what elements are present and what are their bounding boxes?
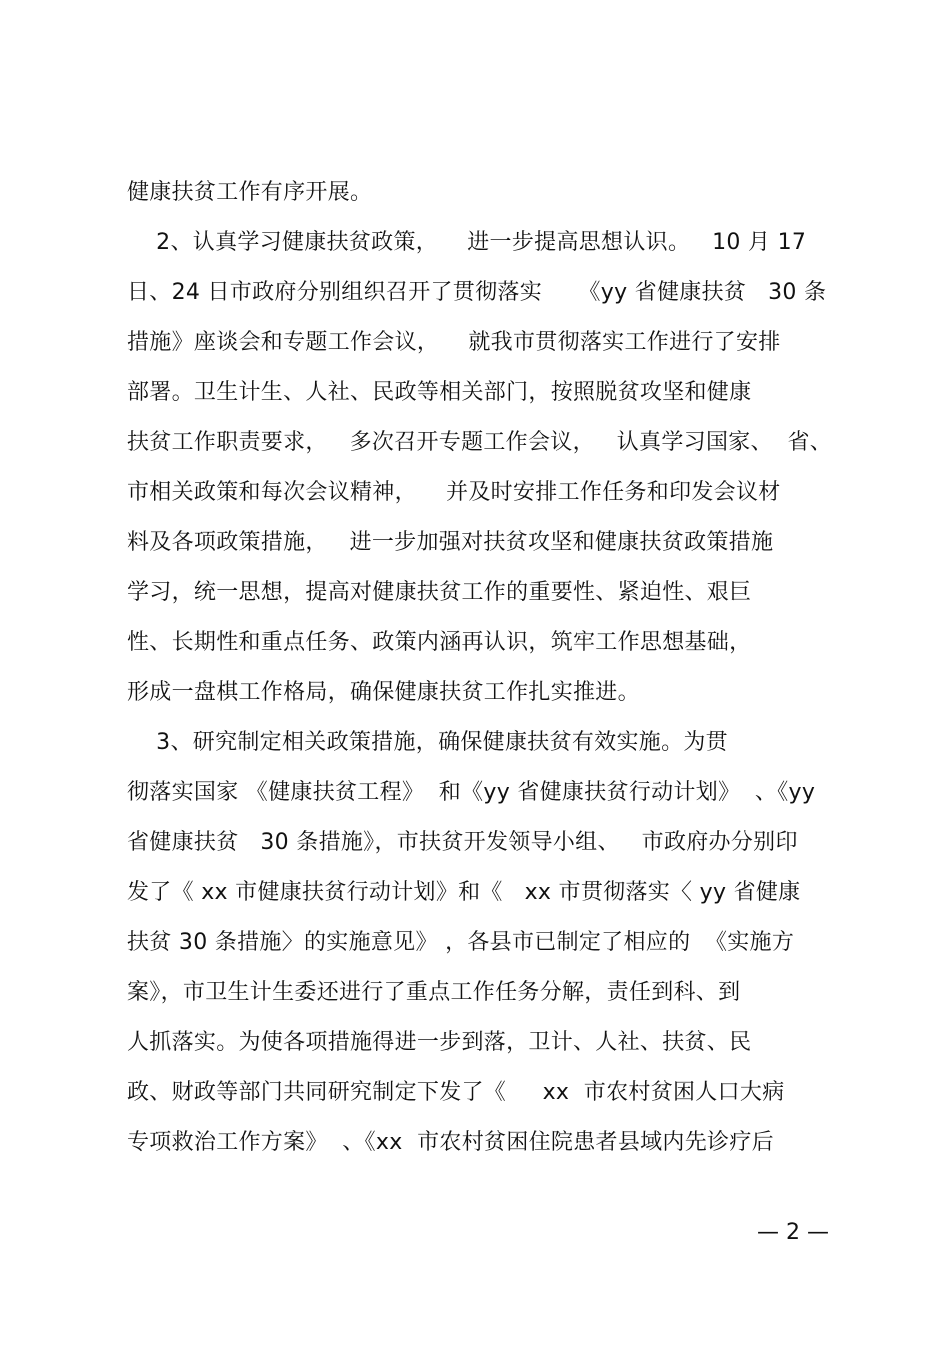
text-line: 政、财政等部门共同研究制定下发了《 xx 市农村贫困人口大病 (127, 1080, 785, 1105)
text-line: 发了《 xx 市健康扶贫行动计划》和《 xx 市贯彻落实〈 yy 省健康 (127, 880, 801, 905)
page-number: — 2 — (757, 1220, 829, 1245)
text-line: 省健康扶贫 30 条措施》，市扶贫开发领导小组、 市政府办分别印 (127, 830, 798, 855)
text-line: 日、24 日市政府分别组织召开了贯彻落实 《yy 省健康扶贫 30 条 (127, 280, 827, 305)
text-line: 彻落实国家 《健康扶贫工程》 和《yy 省健康扶贫行动计划》 、《yy (127, 780, 816, 805)
text-line: 市相关政策和每次会议精神， 并及时安排工作任务和印发会议材 (127, 480, 781, 505)
text-line: 料及各项政策措施， 进一步加强对扶贫攻坚和健康扶贫政策措施 (127, 530, 774, 555)
text-line: 部署。卫生计生、人社、民政等相关部门，按照脱贫攻坚和健康 (127, 380, 752, 405)
text-line: 人抓落实。为使各项措施得进一步到落，卫计、人社、扶贫、民 (127, 1030, 752, 1055)
text-line: 3、研究制定相关政策措施，确保健康扶贫有效实施。为贯 (127, 730, 728, 755)
text-line: 专项救治工作方案》 、《xx 市农村贫困住院患者县域内先诊疗后 (127, 1130, 774, 1155)
text-line: 2、认真学习健康扶贫政策， 进一步提高思想认识。 10 月 17 (127, 230, 807, 255)
text-line: 案》，市卫生计生委还进行了重点工作任务分解，责任到科、到 (127, 980, 741, 1005)
text-line: 措施》座谈会和专题工作会议， 就我市贯彻落实工作进行了安排 (127, 330, 781, 355)
text-line: 扶贫 30 条措施〉的实施意见》 ，各县市已制定了相应的 《实施方 (127, 930, 795, 955)
text-line: 性、长期性和重点任务、政策内涵再认识，筑牢工作思想基础， (127, 630, 752, 655)
text-line: 学习，统一思想，提高对健康扶贫工作的重要性、紧迫性、艰巨 (127, 580, 752, 605)
text-line: 健康扶贫工作有序开展。 (127, 180, 373, 205)
text-line: 形成一盘棋工作格局，确保健康扶贫工作扎实推进。 (127, 680, 640, 705)
text-line: 扶贫工作职责要求， 多次召开专题工作会议， 认真学习国家、 省、 (127, 430, 833, 455)
